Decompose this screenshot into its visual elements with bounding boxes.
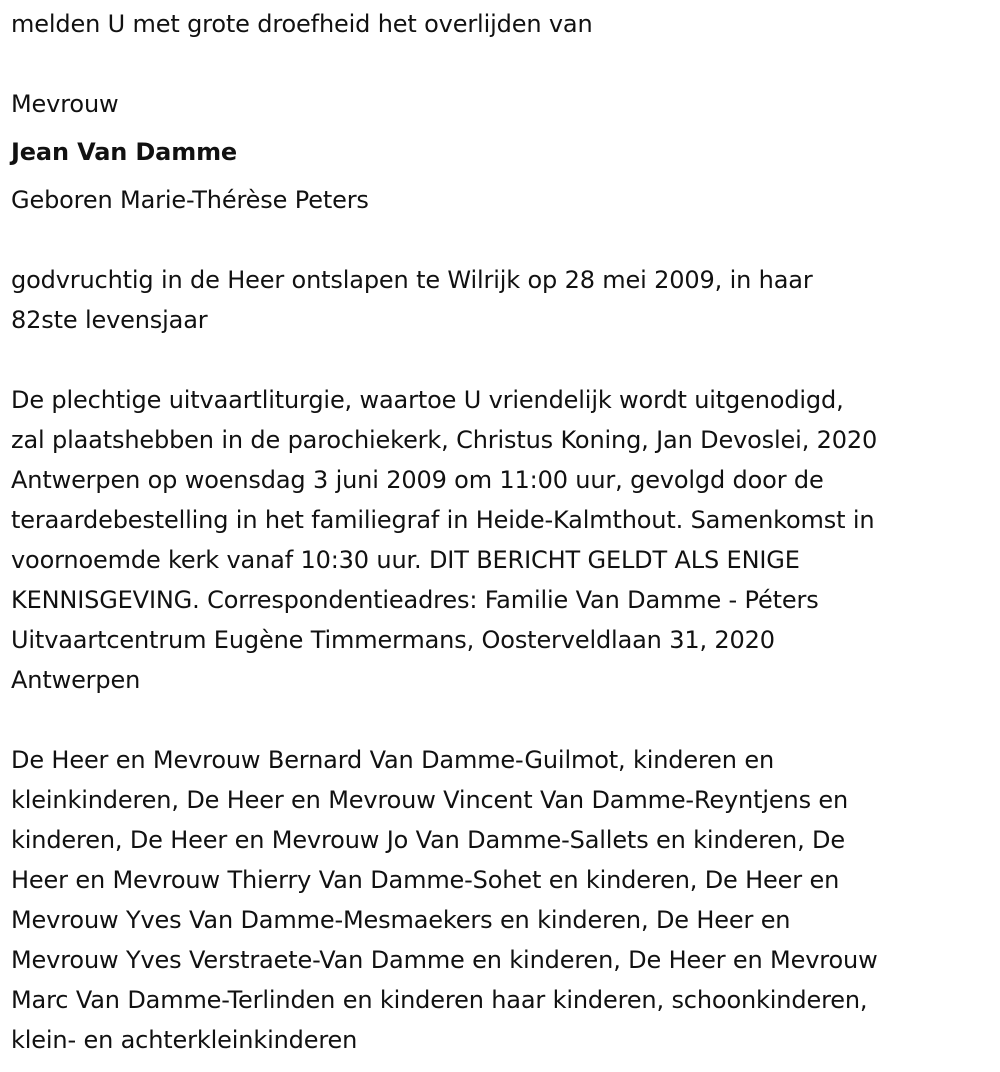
text-line: Mevrouw Yves Van Damme-Mesmaekers en kinderen, De Heer en — [11, 906, 791, 934]
text-line: Marc Van Damme-Terlinden en kinderen haar kinderen, schoonkinderen, — [11, 986, 868, 1014]
spacer — [11, 172, 992, 180]
death-paragraph — [11, 260, 992, 340]
text-line: voornoemde kerk vanaf 10:30 uur. DIT BERICHT GELDT ALS ENIGE — [11, 546, 800, 574]
text-line: 82ste levensjaar — [11, 306, 208, 334]
text-line: kinderen, De Heer en Mevrouw Jo Van Damme-Sallets en kinderen, De — [11, 826, 845, 854]
text-line: klein- en achterkleinkinderen — [11, 1026, 358, 1054]
text-line: godvruchtig in de Heer ontslapen te Wilrijk op 28 mei 2009, in haar — [11, 266, 813, 294]
honorific: Mevrouw — [11, 90, 119, 118]
text-line: Uitvaartcentrum Eugène Timmermans, Oosterveldlaan 31, 2020 — [11, 626, 775, 654]
text-line: De Heer en Mevrouw Bernard Van Damme-Guilmot, kinderen en — [11, 746, 775, 774]
intro-text: melden U met grote droefheid het overlijden van — [11, 10, 593, 38]
text-line: teraardebestelling in het familiegraf in Heide-Kalmthout. Samenkomst in — [11, 506, 875, 534]
text-line: Antwerpen op woensdag 3 juni 2009 om 11:00 uur, gevolgd door de — [11, 466, 824, 494]
spacer — [11, 124, 992, 132]
text-line: De plechtige uitvaartliturgie, waartoe U vriendelijk wordt uitgenodigd, — [11, 386, 844, 414]
text-line: Mevrouw Yves Verstraete-Van Damme en kinderen, De Heer en Mevrouw — [11, 946, 878, 974]
birth-name: Geboren Marie-Thérèse Peters — [11, 186, 369, 214]
text-line: Antwerpen — [11, 666, 141, 694]
family-paragraph — [11, 740, 992, 1060]
spacer — [11, 220, 992, 260]
funeral-paragraph — [11, 380, 992, 700]
spacer — [11, 700, 992, 740]
text-line: KENNISGEVING. Correspondentieadres: Familie Van Damme - Péters — [11, 586, 819, 614]
spacer — [11, 340, 992, 380]
text-line: Heer en Mevrouw Thierry Van Damme-Sohet en kinderen, De Heer en — [11, 866, 840, 894]
spacer — [11, 44, 992, 84]
text-line: kleinkinderen, De Heer en Mevrouw Vincent Van Damme-Reyntjens en — [11, 786, 849, 814]
deceased-name: Jean Van Damme — [11, 138, 238, 166]
text-line: zal plaatshebben in de parochiekerk, Christus Koning, Jan Devoslei, 2020 — [11, 426, 878, 454]
